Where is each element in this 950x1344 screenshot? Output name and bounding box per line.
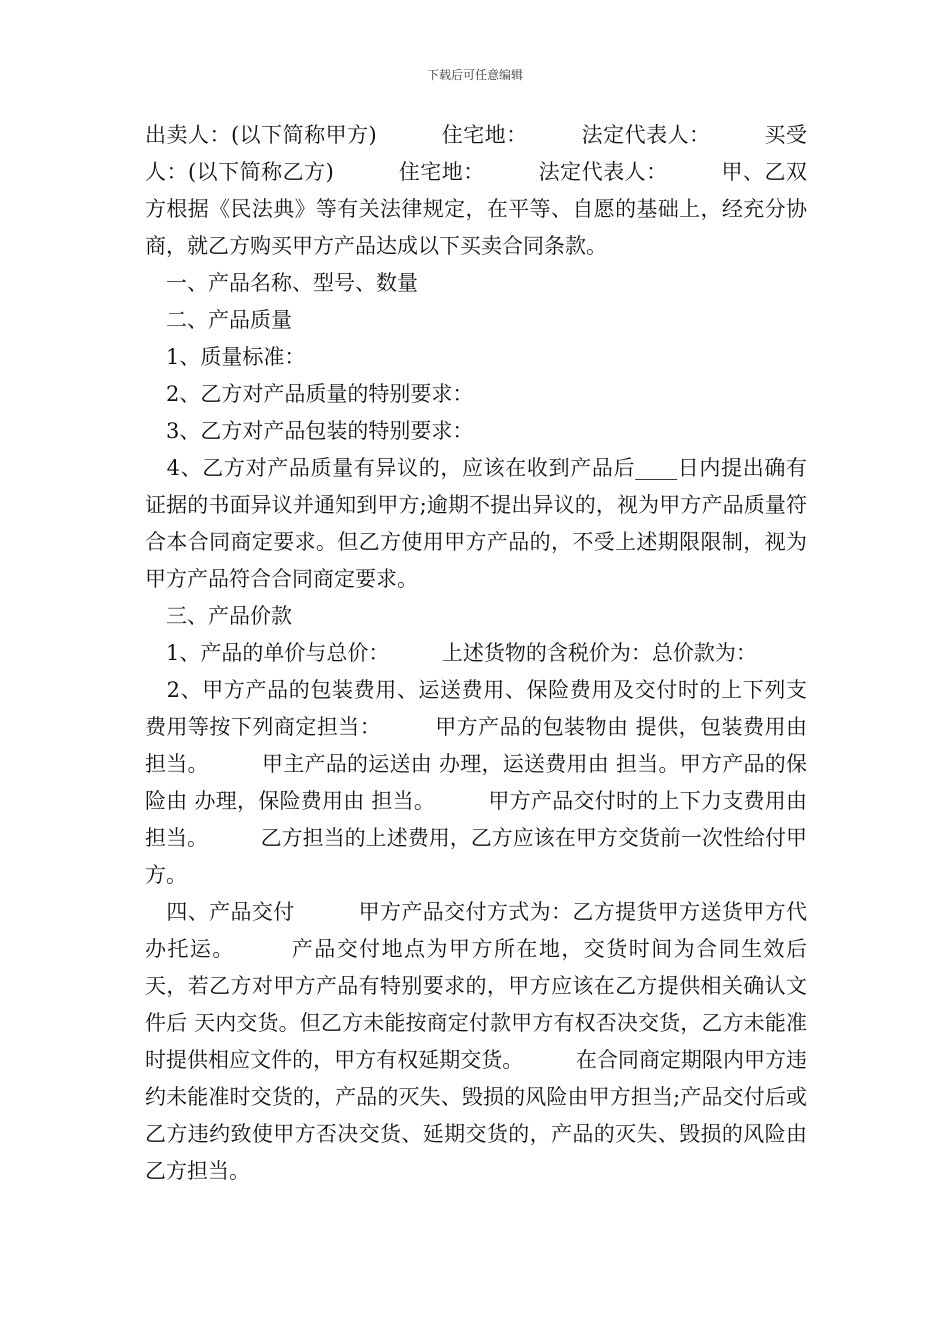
section-1-heading: 一、产品名称、型号、数量 [145, 271, 418, 295]
page-header: 下载后可任意编辑 [426, 68, 523, 82]
intro-paragraph: 出卖人：(以下简称甲方) 住宅地： 法定代表人： 买受人：(以下简称乙方) 住宅地： 法定代表人： 甲、乙双方根据《民法典》等有关法律规定，在平等、自愿的基础上，经充分协商，就乙方购买甲方产品达成以下买卖合同条款。 [145, 123, 807, 258]
section-2-heading: 二、产品质量 [145, 308, 292, 332]
section-3-item-2: 2、甲方产品的包装费用、运送费用、保险费用及交付时的上下列支费用等按下列商定担当： 甲方产品的包装物由 提供，包装费用由 担当。 甲主产品的运送由 办理，运送费用由 担当。甲方产品的保险由 办理，保险费用由 担当。 甲方产品交付时的上下力支费用由 担当。 乙方担当的上述费用，乙方应该在甲方交货前一次性给付甲方。 [145, 678, 814, 887]
section-2-item-1: 1、质量标准： [145, 345, 306, 369]
section-2-item-3: 3、乙方对产品包装的特别要求： [145, 419, 474, 443]
section-3-item-1: 1、产品的单价与总价： 上述货物的含税价为：总价款为： [145, 641, 757, 665]
section-3-heading: 三、产品价款 [145, 604, 292, 628]
section-2-item-4: 4、乙方对产品质量有异议的，应该在收到产品后____日内提出确有证据的书面异议并通知到甲方;逾期不提出异议的，视为甲方产品质量符合本合同商定要求。但乙方使用甲方产品的，不受上述期限限制，视为甲方产品符合合同商定要求。 [145, 456, 807, 591]
document-body [145, 117, 814, 1190]
section-2-item-2: 2、乙方对产品质量的特别要求： [145, 382, 474, 406]
section-4-paragraph: 四、产品交付 甲方产品交付方式为：乙方提货甲方送货甲方代办托运。 产品交付地点为甲方所在地，交货时间为合同生效后 天，若乙方对甲方产品有特别要求的，甲方应该在乙方提供相关确认文件后 天内交货。但乙方未能按商定付款甲方有权否决交货，乙方未能准时提供相应文件的，甲方有权延期交货。 在合同商定期限内甲方违约未能准时交货的，产品的灭失、毁损的风险由甲方担当;产品交付后或乙方违约致使甲方否决交货、延期交货的，产品的灭失、毁损的风险由乙方担当。 [145, 900, 814, 1183]
